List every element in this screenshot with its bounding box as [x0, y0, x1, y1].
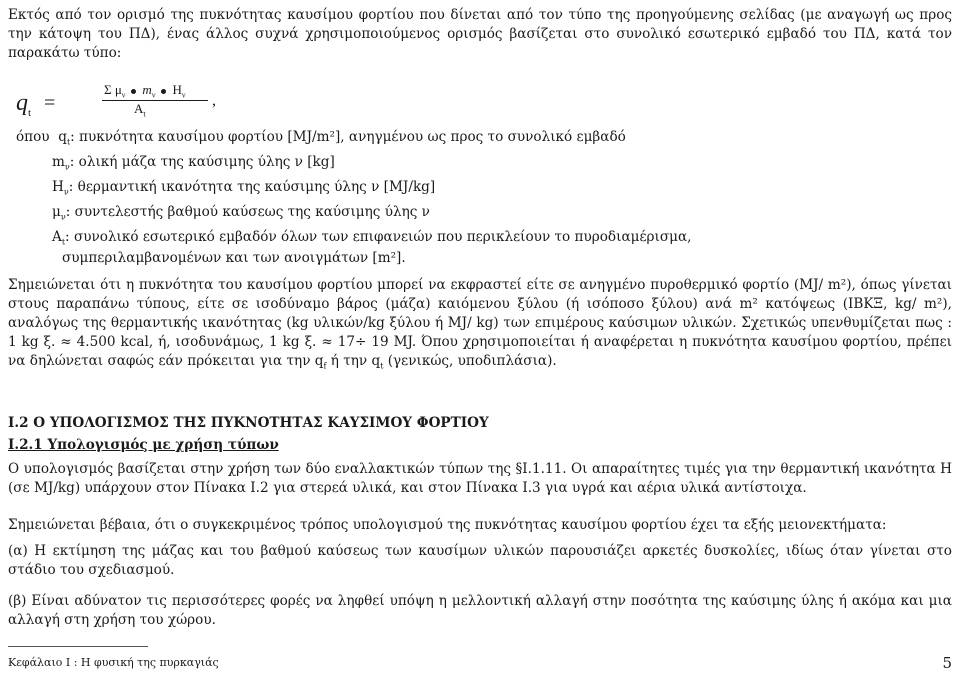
definition-at: $A_t$: συνολικό εσωτερικό εμβαδόν όλων των επιφανειών που περικλείουν το πυροδιαμέρισμα,: [52, 229, 692, 247]
intro-paragraph: Εκτός από τον ορισμό της πυκνότητας καυσίμου φορτίου που δίνεται από τον τύπο της προηγούμενης σελίδας (με αναγωγή ως προς την κάτοψη του ΠΔ), ένας άλλος συχνά χρησιμοποιούμενος ορισμός βασίζεται στο συνολικό εσωτερικό εμβαδό του ΠΔ, κατά τον παρακάτω τύπο:: [8, 7, 952, 61]
calculation-paragraph: Ο υπολογισμός βασίζεται στην χρήση των δύο εναλλακτικών τύπων της §I.1.11. Οι απαραίτητες τιμές για την θερμαντική ικανότητα Η (σε MJ/kg) υπάρχουν στον Πίνακα I.2 για στερεά υλικά, και στον Πίνακα I.3 για υγρά και αέρια υλικά αντίστοιχα.: [8, 461, 952, 496]
formula-denominator: $A_t$: [134, 101, 146, 119]
drawback-a: (α) Η εκτίμηση της μάζας και του βαθμού καύσεως των καυσίμων υλικών παρουσιάζει αρκετές δυσκολίες, ιδίως όταν γίνεται στο στάδιο του σχεδιασμού.: [8, 543, 952, 578]
section-heading: I.2 Ο ΥΠΟΛΟΓΙΣΜΟΣ ΤΗΣ ΠΥΚΝΟΤΗΤΑΣ ΚΑΥΣΙΜΟΥ ΦΟΡΤΙΟΥ: [8, 415, 489, 431]
formula-numerator: Σ $\mu_\nu$ $m_\nu$ $H_\nu$: [104, 82, 186, 100]
definition-hv: $H_\nu$: θερμαντική ικανότητα της καύσιμης ύλης ν [MJ/kg]: [52, 179, 436, 197]
drawback-b: (β) Είναι αδύνατον τις περισσότερες φορές να ληφθεί υπόψη η μελλοντική αλλαγή στην ποσότητα της καύσιμης ύλης ή ακόμα και μια αλλαγή στη χρήση του χώρου.: [8, 593, 952, 628]
footer-chapter: Κεφάλαιο I : Η φυσική της πυρκαγιάς: [8, 656, 219, 669]
formula-fraction-bar: [102, 100, 208, 101]
definition-qt: όπου $q_t$: πυκνότητα καυσίμου φορτίου [MJ/m²], ανηγμένου ως προς το συνολικό εμβαδό: [16, 129, 626, 147]
formula-lhs: $q_t$: [16, 90, 32, 119]
page-number: 5: [942, 654, 952, 672]
formula-comma: ,: [212, 92, 216, 109]
formula-equals: =: [44, 92, 56, 114]
fire-load-formula: [16, 82, 236, 126]
footer-rule: [8, 646, 148, 647]
note-paragraph: Σημειώνεται ότι η πυκνότητα του καυσίμου φορτίου μπορεί να εκφραστεί είτε σε ανηγμένο πυροθερμικό φορτίο (MJ/ m²), όπως γίνεται στους παραπάνω τύπους, είτε σε ισοδύναμο βάρος (μάζα) καιόμενου ξύλου (ή ισόποσο ξύλου) ανά m² κατόψεως (ΙΒΚΞ, kg/ m²), αναλόγως της θερμαντικής ικανότητας (kg υλικών/kg ξύλου ή MJ/ kg) των επιμέρους καύσιμων υλικών. Σχετικώς υπενθυμίζεται πως : 1 kg ξ. ≈ 4.500 kcal, ή, ισοδυνάμως, 1 kg ξ. ≈ 17÷ 19 MJ. Όπου χρησιμοποιείται ή αναφέρεται η πυκνότητα καυσίμου φορτίου, πρέπει να δηλώνεται σαφώς εάν πρόκειται για την $q_f$ ή την $q_t$ (γενικώς, υποδιπλάσια).: [8, 277, 952, 371]
drawbacks-intro: Σημειώνεται βέβαια, ότι ο συγκεκριμένος τρόπος υπολογισμού της πυκνότητας καυσίμου φορτίου έχει τα εξής μειονεκτήματα:: [8, 517, 887, 533]
definition-muv: $\mu_\nu$: συντελεστής βαθμού καύσεως της καύσιμης ύλης ν: [52, 204, 430, 222]
subsection-heading: I.2.1 Υπολογισμός με χρήση τύπων: [8, 437, 279, 453]
definition-at-continued: συμπεριλαμβανομένων και των ανοιγμάτων [m²].: [62, 250, 406, 266]
definition-mv: $m_\nu$: ολική μάζα της καύσιμης ύλης ν [kg]: [52, 154, 335, 172]
